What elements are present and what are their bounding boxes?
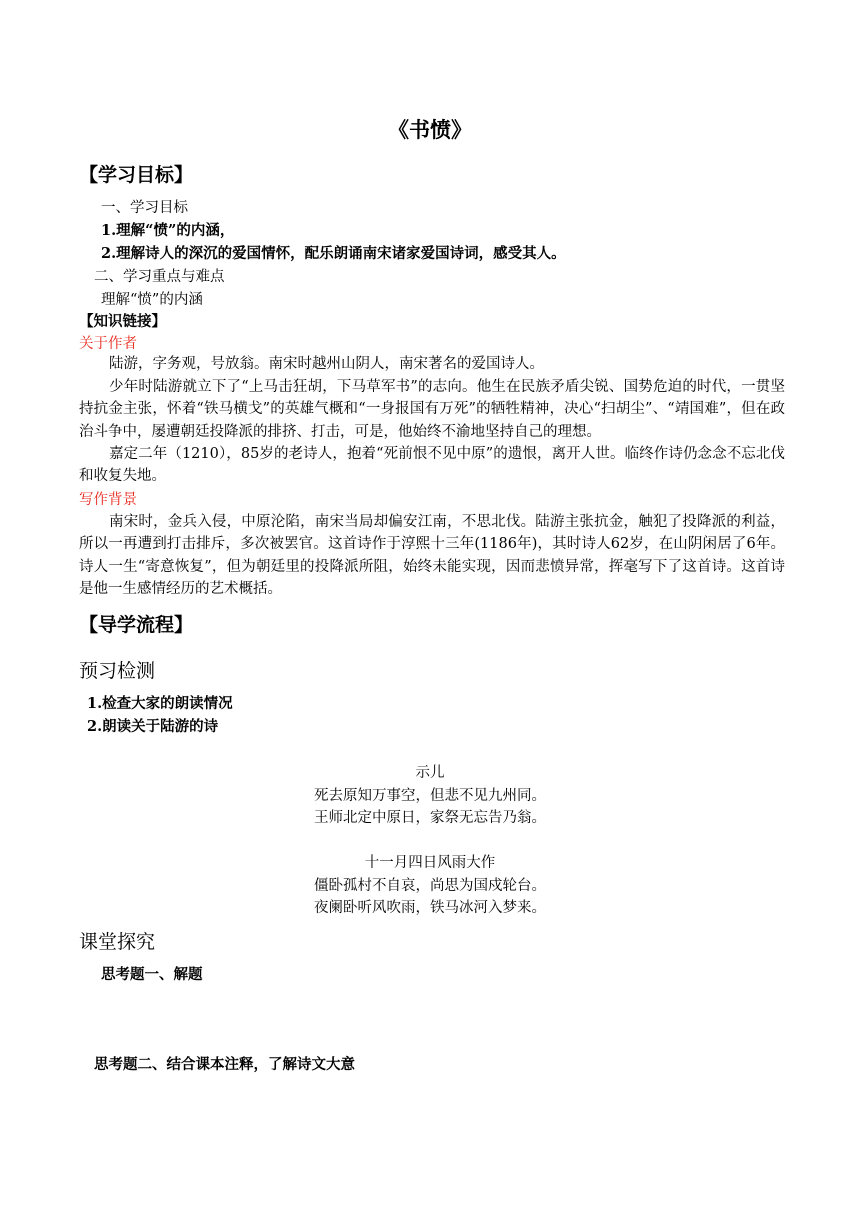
author-paragraph-2: 少年时陆游就立下了“上马击狂胡，下马草军书”的志向。他生在民族矛盾尖锐、国势危迫的时代，一贯坚持抗金主张，怀着“铁马横戈”的英雄气概和“一身报国有万死”的牺牲精神，决心“扫胡尘”、“靖国难”，但在政治斗争中，屡遭朝廷投降派的排挤、打击，可是，他始终不渝地坚持自己的理想。 <box>79 379 785 440</box>
author-paragraph-1: 陆游，字务观，号放翁。南宋时越州山阴人，南宋著名的爱国诗人。 <box>109 356 544 372</box>
goal-item-2: 2.理解诗人的深沉的爱国情怀，配乐朗诵南宋诸家爱国诗词，感受其人。 <box>101 245 566 262</box>
preview-item-2: 2.朗读关于陆游的诗 <box>87 718 219 735</box>
preview-heading: 预习检测 <box>79 660 156 682</box>
poem-title: 十一月四日风雨大作 <box>364 855 496 871</box>
poem-line: 夜阑卧听风吹雨，铁马冰河入梦来。 <box>314 900 546 916</box>
preview-item-1: 1.检查大家的朗读情况 <box>87 695 233 712</box>
key-point: 理解“愤”的内涵 <box>101 292 203 308</box>
background-paragraph: 南宋时，金兵入侵，中原沦陷，南宋当局却偏安江南，不思北伐。陆游主张抗金，触犯了投降派的利益，所以一再遭到打击排斥，多次被罢官。这首诗作于淳熙十三年(1186年)，其时诗人62岁，在山阴闲居了6年。诗人一生“寄意恢复”，但为朝廷里的投降派所阻，始终未能实现，因而悲愤异常，挥毫写下了这首诗。这首诗是他一生感情经历的艺术概括。 <box>79 514 785 598</box>
poem-line: 王师北定中原日，家祭无忘告乃翁。 <box>314 810 546 826</box>
question-1: 思考题一、解题 <box>101 966 203 983</box>
section-guide-flow: 【导学流程】 <box>79 614 194 636</box>
question-2: 思考题二、结合课本注释，了解诗文大意 <box>94 1056 355 1073</box>
knowledge-link-heading: 【知识链接】 <box>79 313 166 330</box>
poem-line: 死去原知万事空，但悲不见九州同。 <box>314 788 546 804</box>
poem-title: 示儿 <box>415 765 445 781</box>
goal-item-1: 1.理解“愤”的内涵， <box>101 222 235 239</box>
author-paragraph-3: 嘉定二年（1210），85岁的老诗人，抱着“死前恨不见中原”的遗恨，离开人世。临终作诗仍念念不忘北伐和收复失地。 <box>79 446 785 485</box>
background-label: 写作背景 <box>79 492 137 508</box>
page-title: 《书愤》 <box>388 117 472 142</box>
key-points-heading: 二、学习重点与难点 <box>94 269 225 285</box>
inquiry-heading: 课堂探究 <box>79 931 156 953</box>
section-learning-goals: 【学习目标】 <box>79 164 194 186</box>
goals-heading: 一、学习目标 <box>101 200 188 216</box>
about-author-label: 关于作者 <box>79 336 137 352</box>
poem-line: 僵卧孤村不自哀，尚思为国戍轮台。 <box>314 878 546 894</box>
